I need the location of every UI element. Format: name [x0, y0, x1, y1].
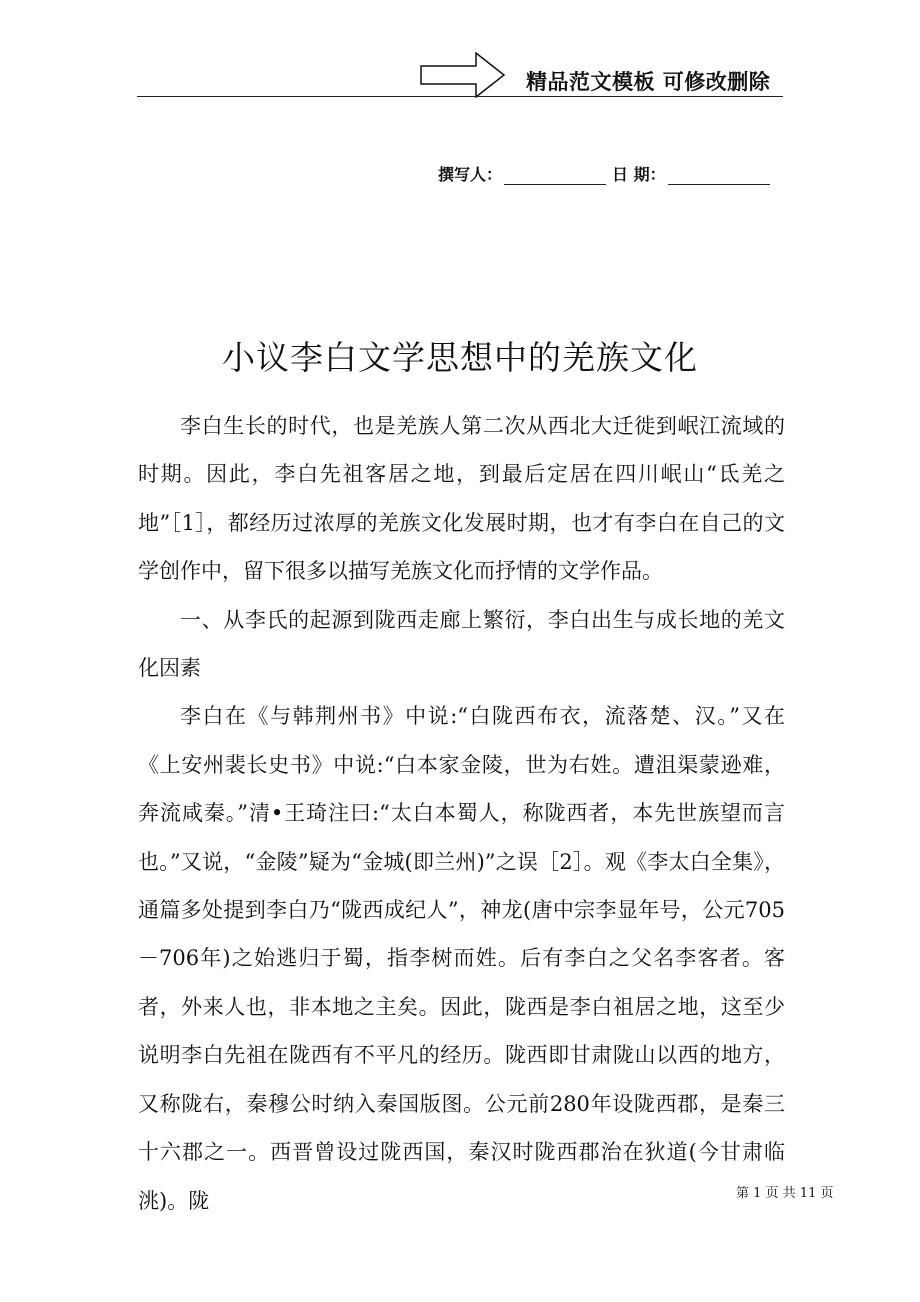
paragraph-intro: 李白生长的时代，也是羌族人第二次从西北大迁徙到岷江流域的时期。因此，李白先祖客居之地，到最后定居在四川岷山“氐羌之地”［1］，都经历过浓厚的羌族文化发展时期，也才有李白在自己的文学创作中，留下很多以描写羌族文化而抒情的文学作品。: [138, 414, 785, 584]
header-divider: [137, 96, 783, 97]
document-title: 小议李白文学思想中的羌族文化: [222, 338, 698, 377]
header-title: 精品范文模板 可修改删除: [526, 70, 771, 94]
paragraph-section-1: 李白在《与韩荆州书》中说:“白陇西布衣，流落楚、汉。”又在《上安州裴长史书》中说:“白本家金陵，世为右姓。遭沮渠蒙逊难，奔流咸秦。”清•王琦注曰:“太白本蜀人，称陇西者，本先世族望而言也。”又说，“金陵”疑为“金城(即兰州)”之误［2］。观《李太白全集》，通篇多处提到李白乃“陇西成纪人”，神龙(唐中宗李显年号，公元705－706年)之始逃归于蜀，指李树而姓。后有李白之父名李客者。客者，外来人也，非本地之主矣。因此，陇西是李白祖居之地，这至少说明李白先祖在陇西有不平凡的经历。陇西即甘肃陇山以西的地方，又称陇右，秦穆公时纳入秦国版图。公元前280年设陇西郡，是秦三十六郡之一。西晋曾设过陇西国，秦汉时陇西郡治在狄道(今甘肃临洮)。陇: [138, 704, 785, 1213]
page-number: 第 1 页 共 11 页: [736, 1186, 834, 1201]
author-label: 撰写人：: [438, 165, 503, 184]
section-heading-1: 一、从李氏的起源到陇西走廊上繁衍，李白出生与成长地的羌文化因素: [138, 607, 785, 681]
signature-line: [438, 162, 772, 185]
right-arrow-icon: [420, 52, 506, 102]
document-body: [138, 402, 785, 1225]
date-label: 日 期：: [612, 165, 666, 184]
date-blank[interactable]: [668, 166, 770, 185]
author-blank[interactable]: [504, 166, 606, 185]
